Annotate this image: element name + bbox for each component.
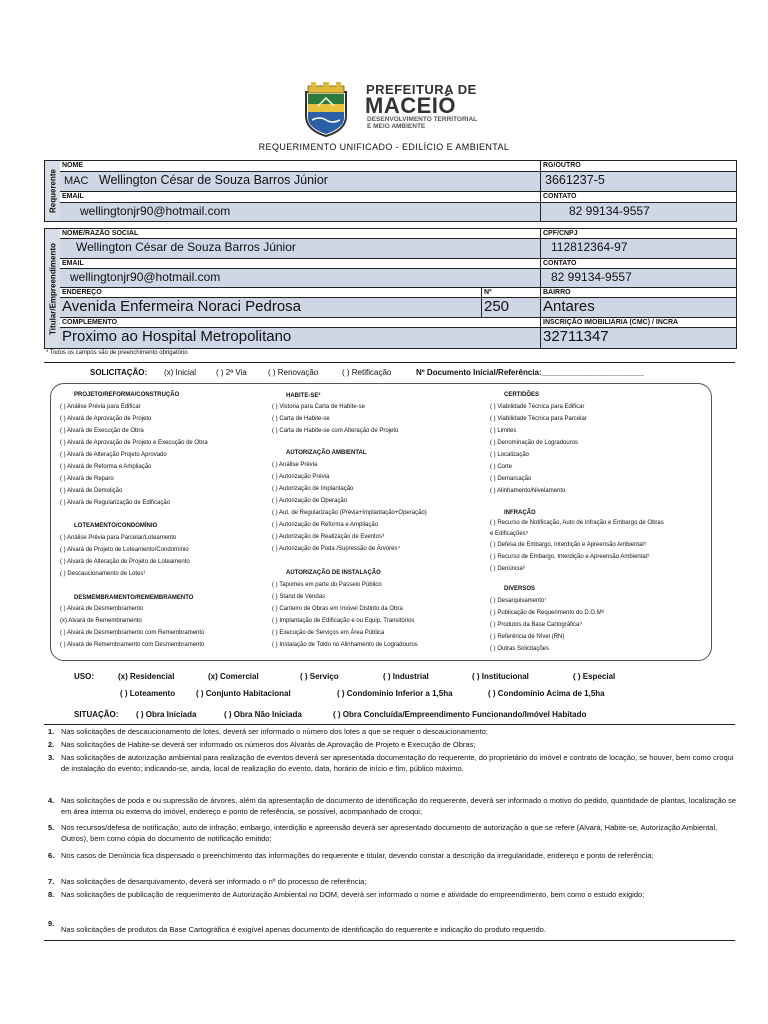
service-option[interactable]: ( ) Recurso de Embargo, Interdição e Apreensão Ambiental⁵ [490, 554, 650, 560]
complemento-field[interactable]: Proximo ao Hospital Metropolitano [60, 328, 541, 348]
service-option[interactable]: ( ) Defesa de Embargo, Interdição e Apreensão Ambiental⁵ [490, 542, 647, 548]
uso-conjunto-habitacional[interactable]: ( ) Conjunto Habitacional [196, 689, 291, 698]
service-option[interactable]: ( ) Alvará de Desmembramento com Remembramento [60, 630, 205, 636]
uso-industrial[interactable]: ( ) Industrial [383, 672, 429, 681]
uso-condominio-acima[interactable]: ( ) Condomínio Acima de 1,5ha [488, 689, 605, 698]
solicitacao-renovacao[interactable]: ( ) Renovação [268, 368, 319, 377]
notes-section: 1. Nas solicitações de descaucionamento de lotes, deverá ser informado o número dos lotes a que se requer o descaucionamento; 2. Nas solicitações de Habite-se deverá ser informado os números dos Alvarás de Aprovação de Projeto e Execução de Obras; 3. Nas solicitações de autorização ambiental para realização de eventos deverá ser apresentada documentação do requerente, do proprietário do imóvel e contrato de locação, se houver, bem como croqui de instalação do evento; indicando-se, ainda, local de realização do evento, data, horário de início e fim, público máximo. 4. Nas solicitações de poda e ou supressão de árvores, além da apresentação de documento de identificação do requerente, deverá ser informado o motivo do pedido, quantidade de plantas, localização se em área interna ou externa do imóvel, endereço e ponto de referência, se possível, acompanhado de croqui; 5. Nos recursos/defesa de notificação, auto de infração, embargo, interdição e apreensão deverá ser apresentado documento de autorização a que se refere (Alvará, Habite-se, Autorização Ambiental, Outros), bem como cópia do documento de notificação emitido; 6. Nos casos de Denúncia fica dispensado o preenchimento das informações do requerente e titular, devendo constar a descrição da irregularidade, endereço e ponto de referência; 7. Nas solicitações de desarquivamento, deverá ser informado o nº do processo de referência; 8. Nas solicitações de publicação de requerimento de Autorização Ambiental no DOM, deverá ser informado o nome e atividade do empreendimento, bem como o estudo exigido; 9. Nas solicitações de produtos da Base Cartográfica é exigível apenas documento de identificação do requerente e indicação do produto requerido. [48, 727, 737, 934]
cpf-label: CPF/CNPJ [541, 229, 736, 239]
documento-inicial-field[interactable]: Nº Documento Inicial/Referência:_______________________ [416, 368, 644, 377]
divider-bottom [44, 940, 735, 941]
razao-social-label: NOME/RAZÃO SOCIAL [60, 229, 541, 239]
service-option[interactable]: ( ) Outras Solicitações [490, 646, 550, 652]
situacao-label: SITUAÇÃO: [74, 710, 119, 719]
bairro-label: BAIRRO [541, 288, 736, 298]
service-group-heading: DESMEMBRAMENTO/REMEMBRAMENTO [74, 595, 194, 601]
service-group-heading: HABITE-SE² [286, 393, 321, 399]
brand-line-4: E MEIO AMBIENTE [367, 123, 426, 130]
service-option[interactable]: ( ) Corte [490, 464, 513, 470]
uso-especial[interactable]: ( ) Especial [573, 672, 616, 681]
service-option[interactable]: ( ) Alvará de Remembramento com Desmembramento [60, 642, 205, 648]
service-option[interactable]: ( ) Produtos da Base Cartográfica⁹ [490, 622, 582, 628]
uso-institucional[interactable]: ( ) Institucional [472, 672, 529, 681]
service-option[interactable]: ( ) Análise Prévia para Edificar [60, 404, 141, 410]
endereco-label: ENDEREÇO [60, 288, 482, 298]
titular-email-field[interactable]: wellingtonjr90@hotmail.com [60, 269, 541, 288]
service-group-heading: AUTORIZAÇÃO DE INSTALAÇÃO [286, 570, 381, 576]
service-group-heading: INFRAÇÃO [504, 510, 536, 516]
uso-servico[interactable]: ( ) Serviço [300, 672, 339, 681]
cpf-field[interactable]: 112812364-97 [541, 239, 736, 259]
uso-residencial[interactable]: (x) Residencial [118, 672, 175, 681]
numero-field[interactable]: 250 [482, 298, 541, 318]
service-option[interactable]: ( ) Implantação de Edificação e ou Equip. Transitórios [272, 618, 415, 624]
divider-notes-top [44, 724, 735, 725]
divider-top [44, 362, 735, 363]
situacao-obra-concluida[interactable]: ( ) Obra Concluída/Empreendimento Funcionando/Imóvel Habitado [333, 710, 587, 719]
service-option[interactable]: ( ) Alvará de Alteração de Projeto de Loteamento [60, 559, 190, 565]
nome-field[interactable] [60, 172, 541, 192]
requerente-section [44, 160, 737, 222]
inscricao-field[interactable]: 32711347 [541, 328, 736, 348]
rg-label: RG/OUTRO [541, 161, 736, 172]
brand-line-2: MACEIÓ [365, 93, 456, 118]
contato-label: CONTATO [541, 192, 736, 203]
maceio-coat-of-arms-logo [300, 82, 352, 138]
service-option[interactable]: ( ) Alvará de Execução de Obra [60, 428, 144, 434]
nome-value: Wellington César de Souza Barros Júnior [98, 173, 328, 187]
service-option[interactable]: ( ) Canteiro de Obras em Imóvel Distinto da Obra [272, 606, 403, 612]
endereco-field[interactable]: Avenida Enfermeira Noraci Pedrosa [60, 298, 482, 318]
service-option[interactable]: ( ) Carta de Habite-se com Alteração de Projeto [272, 428, 399, 434]
contato-field[interactable]: 82 99134-9557 [541, 203, 736, 221]
inscricao-label: INSCRIÇÃO IMOBILIÁRIA (CMC) / INCRA [541, 318, 736, 328]
titular-email-label: EMAIL [60, 259, 541, 269]
service-option[interactable]: ( ) Viabilidade Técnica para Edificar [490, 404, 585, 410]
service-option[interactable]: ( ) Autorização de Operação [272, 498, 348, 504]
titular-contato-label: CONTATO [541, 259, 736, 269]
email-label: EMAIL [60, 192, 541, 203]
service-option[interactable]: ( ) Alvará de Regularização de Edificação [60, 500, 171, 506]
service-option[interactable]: ( ) Descaucionamento de Lotes¹ [60, 571, 146, 577]
service-option[interactable]: ( ) Alvará de Alteração Projeto Aprovado [60, 452, 167, 458]
service-group-heading: LOTEAMENTO/CONDOMÍNIO [74, 523, 158, 529]
service-option[interactable]: ( ) Viabilidade Técnica para Parcelar [490, 416, 587, 422]
service-option[interactable]: ( ) Alvará de Demolição [60, 488, 123, 494]
service-option[interactable]: ( ) Stand de Vendas [272, 594, 326, 600]
nome-label: NOME [60, 161, 541, 172]
service-option[interactable]: ( ) Tapumes em parte do Passeio Público [272, 582, 382, 588]
service-option[interactable]: ( ) Denúncia⁶ [490, 566, 526, 572]
bairro-field[interactable]: Antares [541, 298, 736, 318]
razao-social-field[interactable]: Wellington César de Souza Barros Júnior [60, 239, 541, 259]
solicitacao-segunda-via[interactable]: ( ) 2ª Via [216, 368, 247, 377]
service-option[interactable]: ( ) Demarcação [490, 476, 532, 482]
titular-section [44, 228, 737, 349]
service-option[interactable]: ( ) Autorização Prévia [272, 474, 330, 480]
service-option[interactable]: ( ) Alvará de Reparo [60, 476, 114, 482]
rg-field[interactable]: 3661237-5 [541, 172, 736, 192]
brand-line-3: DESENVOLVIMENTO TERRITORIAL [367, 116, 478, 123]
service-option[interactable]: ( ) Análise Prévia [272, 462, 318, 468]
complemento-label: COMPLEMENTO [60, 318, 541, 328]
service-option[interactable]: ( ) Limites [490, 428, 517, 434]
service-option[interactable]: ( ) Análise Prévia para Parcelar/Loteamento [60, 535, 177, 541]
solicitacao-retificacao[interactable]: ( ) Retificação [342, 368, 392, 377]
service-option[interactable]: ( ) Denominação de Logradouros [490, 440, 579, 446]
service-group-heading: AUTORIZAÇÃO AMBIENTAL [286, 450, 367, 456]
service-option[interactable]: ( ) Autorização de Implantação [272, 486, 354, 492]
service-option[interactable]: ( ) Execução de Serviços em Área Pública [272, 630, 385, 636]
service-option[interactable]: ( ) Alvará de Reforma e Ampliação [60, 464, 152, 470]
service-option[interactable]: ( ) Alvará de Desmembramento [60, 606, 144, 612]
situacao-obra-iniciada[interactable]: ( ) Obra Iniciada [136, 710, 197, 719]
solicitacao-inicial[interactable]: (x) Inicial [164, 368, 197, 377]
service-option[interactable]: ( ) Publicação de Requerimento do D.O.M⁸ [490, 610, 605, 616]
required-fields-note: * Todos os campos são de preenchimento obrigatório [46, 350, 188, 356]
service-option[interactable]: ( ) Alvará de Aprovação de Projeto e Execução de Obra [60, 440, 208, 446]
service-option[interactable]: ( ) Alvará de Aprovação de Projeto [60, 416, 152, 422]
service-option[interactable]: (x) Alvará de Remembramento [60, 618, 142, 624]
service-option[interactable]: ( ) Vistoria para Carta de Habite-se [272, 404, 365, 410]
service-option[interactable]: ( ) Instalação de Toldo no Alinhamento de Logradouros [272, 642, 418, 648]
service-option[interactable]: ( ) Autorização de Reforma e Ampliação [272, 522, 379, 528]
uso-label: USO: [74, 672, 94, 681]
nome-prefix: MAC [64, 175, 89, 187]
service-option[interactable]: e Edificações⁵ [490, 531, 529, 537]
titular-contato-field[interactable]: 82 99134-9557 [541, 269, 736, 288]
service-option[interactable]: ( ) Aut. de Regularização (Prévia+Implantação+Operação) [272, 510, 427, 516]
service-option[interactable]: ( ) Carta de Habite-se [272, 416, 330, 422]
brand-subtitle [367, 116, 477, 130]
service-group-heading: DIVERSOS [504, 586, 536, 592]
uso-loteamento[interactable]: ( ) Loteamento [120, 689, 176, 698]
requerente-side-label: Requerente [45, 161, 61, 221]
service-group-heading: CERTIDÕES [504, 392, 540, 398]
service-option[interactable]: ( ) Autorização de Realização de Eventos³ [272, 534, 385, 540]
titular-side-label: Titular/Empreendimento [45, 229, 61, 348]
service-option[interactable]: ( ) Localização [490, 452, 530, 458]
service-option[interactable]: ( ) Desarquivamento⁷ [490, 598, 547, 604]
service-option[interactable]: ( ) Referência de Nível (RN) [490, 634, 565, 640]
email-field[interactable]: wellingtonjr90@hotmail.com [60, 203, 541, 221]
uso-comercial[interactable]: (x) Comercial [208, 672, 259, 681]
document-title: REQUERIMENTO UNIFICADO - EDILÍCIO E AMBIENTAL [258, 142, 510, 152]
service-group-heading: PROJETO/REFORMA/CONSTRUÇÃO [74, 392, 180, 398]
service-option[interactable]: ( ) Alinhamento/Nivelamento [490, 488, 566, 494]
uso-condominio-inferior[interactable]: ( ) Condomínio Inferior a 1,5ha [337, 689, 453, 698]
brand-line-1: PREFEITURA DE [366, 82, 477, 97]
solicitacao-label: SOLICITAÇÃO: [90, 368, 148, 377]
numero-label: Nº [482, 288, 541, 298]
service-option[interactable]: ( ) Autorização de Poda /Supressão de Árvores⁴ [272, 546, 400, 552]
service-option[interactable]: ( ) Alvará de Projeto de Loteamento/Condomínio [60, 547, 189, 553]
service-option[interactable]: ( ) Recurso de Notificação, Auto de Infração e Embargo de Obras [490, 520, 664, 526]
situacao-obra-nao-iniciada[interactable]: ( ) Obra Não Iniciada [224, 710, 302, 719]
